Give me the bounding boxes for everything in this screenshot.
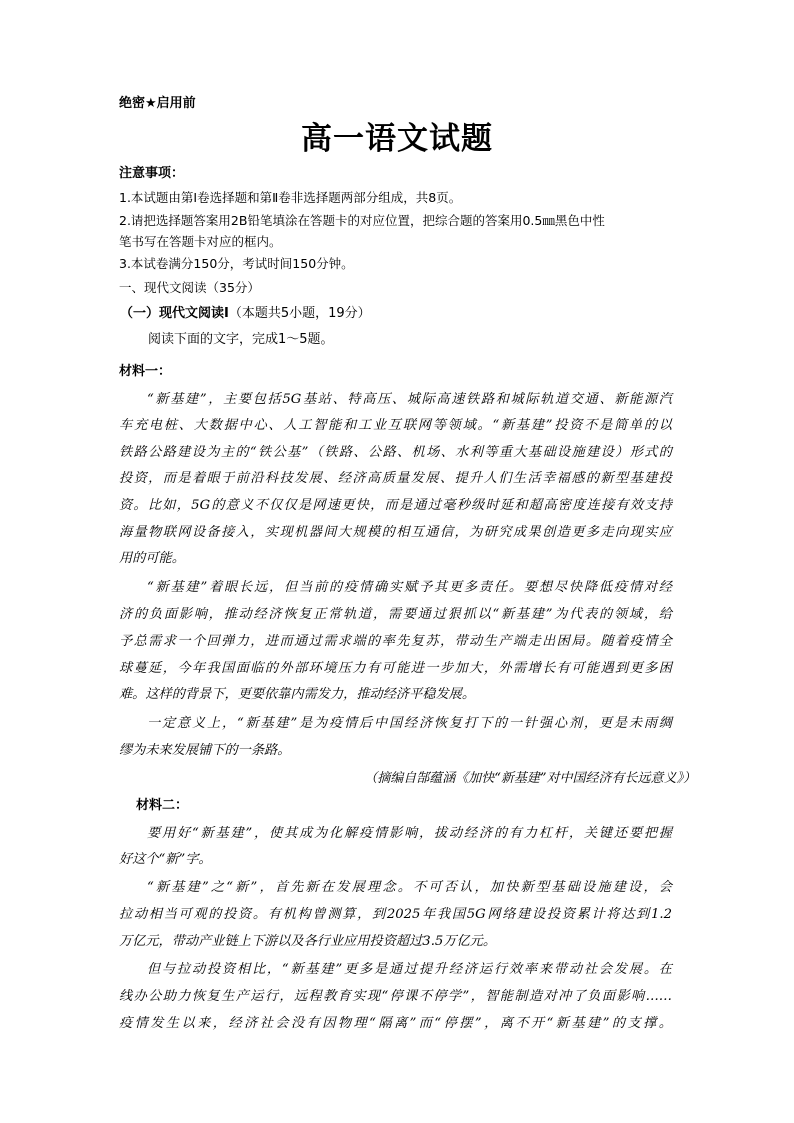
material-1-line: 予总需求一个回弹力，进而通过需求端的率先复苏，带动生产端走出困局。随着疫情全	[119, 634, 672, 649]
material-2-line: 但与拉动投资相比，“新基建”更多是通过提升经济运行效率来带动社会发展。在	[147, 962, 672, 977]
subsection-heading	[120, 302, 371, 321]
material-1-line: 投资，而是着眼于前沿科技发展、经济高质量发展、提升人们生活幸福感的新型基建投	[119, 471, 672, 486]
notice-item-3: 3.本试卷满分150分，考试时间150分钟。	[119, 256, 354, 271]
material-1-line: 缪为未来发展铺下的一条路。	[119, 743, 291, 758]
material-1-source: （摘编自郜蕴涵《加快“新基建”对中国经济有长远意义》）	[364, 771, 696, 786]
material-1-line: 资。比如，5G的意义不仅仅是网速更快，而是通过毫秒级时延和超高密度连接有效支持	[119, 498, 672, 513]
material-1-heading: 材料一：	[119, 364, 172, 379]
material-2-line: 拉动相当可观的投资。有机构曾测算，到2025年我国5G网络建设投资累计将达到1.2	[119, 907, 672, 922]
material-2-line: 要用好“新基建”，使其成为化解疫情影响，拔动经济的有力杠杆，关键还要把握	[147, 826, 672, 841]
reading-instruction: 阅读下面的文字，完成1～5题。	[148, 332, 334, 347]
material-2-line: 好这个“新”字。	[119, 852, 212, 867]
notice-item-1: 1.本试题由第Ⅰ卷选择题和第Ⅱ卷非选择题两部分组成，共8页。	[119, 190, 462, 205]
material-2-line: “新基建”之“新”，首先新在发展理念。不可否认，加快新型基础设施建设，会	[147, 880, 672, 895]
subsection-meta: （本题共5小题，19分）	[228, 306, 371, 321]
page-title: 高一语文试题	[301, 121, 493, 157]
material-2-line: 线办公助力恢复生产运行，远程教育实现“停课不停学”，智能制造对冲了负面影响……	[119, 989, 672, 1004]
material-1-line: 一定意义上，“新基建”是为疫情后中国经济恢复打下的一针强心剂，更是未雨绸	[147, 716, 672, 731]
material-1-line: 海量物联网设备接入，实现机器间大规模的相互通信，为研究成果创造更多走向现实应	[119, 525, 672, 540]
confidential-label: 绝密★启用前	[119, 96, 196, 111]
material-1-line: 用的可能。	[119, 551, 185, 566]
material-1-line: “新基建”，主要包括5G基站、特高压、城际高速铁路和城际轨道交通、新能源汽	[147, 392, 672, 407]
material-1-line: 球蔓延，今年我国面临的外部环境压力有可能进一步加大，外需增长有可能遇到更多困	[119, 661, 672, 676]
subsection-title: （一）现代文阅读Ⅰ	[120, 306, 229, 321]
material-2-line: 疫情发生以来，经济社会没有因物理“隔离”而“停摆”，离不开“新基建”的支撑。	[119, 1016, 672, 1031]
material-1-line: 济的负面影响，推动经济恢复正常轨道，需要通过狠抓以“新基建”为代表的领域，给	[119, 607, 672, 622]
notice-heading: 注意事项：	[119, 166, 185, 181]
section-heading: 一、现代文阅读（35分）	[119, 280, 260, 295]
notice-item-2-line-1: 2.请把选择题答案用2B铅笔填涂在答题卡的对应位置，把综合题的答案用0.5㎜黑色中性	[119, 213, 605, 228]
material-2-line: 万亿元，带动产业链上下游以及各行业应用投资超过3.5万亿元。	[119, 934, 497, 949]
material-2-heading: 材料二：	[136, 798, 189, 813]
notice-item-2-line-2: 笔书写在答题卡对应的框内。	[119, 234, 282, 249]
material-1-line: 难。这样的背景下，更要依靠内需发力，推动经济平稳发展。	[119, 687, 476, 702]
material-1-line: 铁路公路建设为主的“铁公基”（铁路、公路、机场、水利等重大基础设施建设）形式的	[119, 445, 672, 460]
material-1-line: 车充电桩、大数据中心、人工智能和工业互联网等领域。“新基建”投资不是简单的以	[119, 418, 672, 433]
material-1-line: “新基建”着眼长远，但当前的疫情确实赋予其更多责任。要想尽快降低疫情对经	[147, 580, 672, 595]
